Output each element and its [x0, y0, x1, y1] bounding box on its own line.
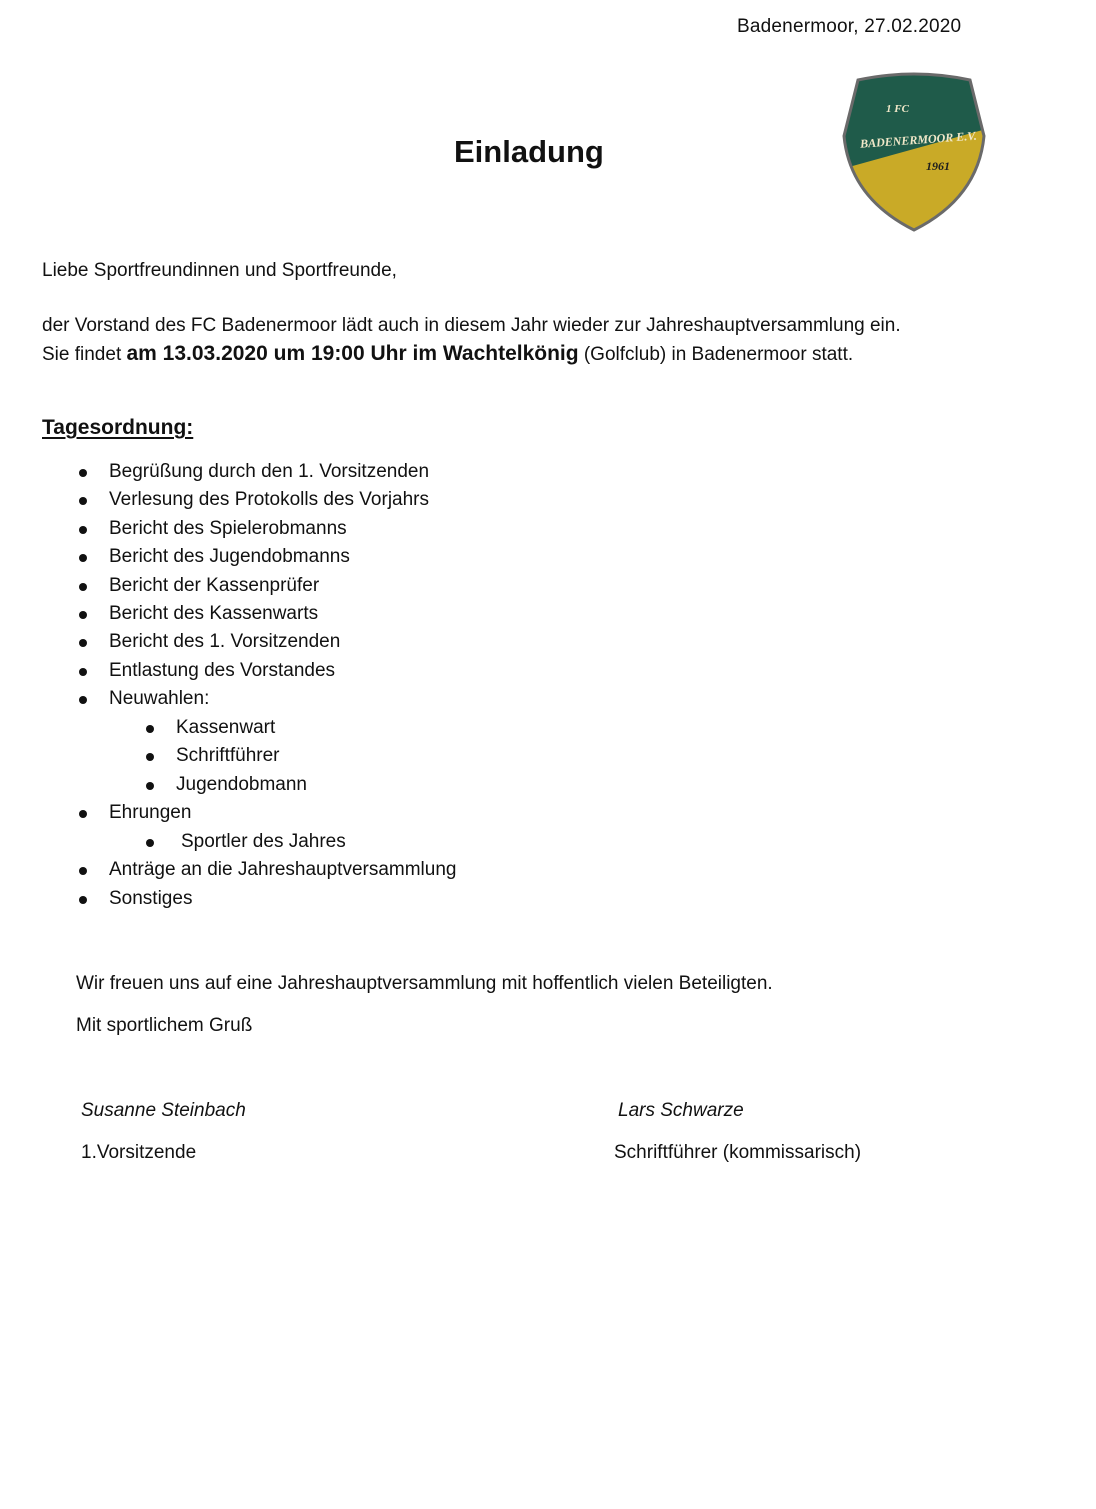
- agenda-item-label: Bericht des 1. Vorsitzenden: [109, 631, 341, 652]
- agenda-item: [109, 802, 191, 824]
- bullet-icon: [146, 753, 154, 761]
- agenda-item-label: Bericht des Jugendobmanns: [109, 546, 350, 567]
- bullet-icon: [79, 867, 87, 875]
- agenda-item-label: Ehrungen: [109, 802, 192, 823]
- bullet-icon: [146, 725, 154, 733]
- agenda-subitem: [181, 831, 346, 853]
- crest-text-3: 1961: [926, 159, 950, 173]
- intro-paragraph: der Vorstand des FC Badenermoor lädt auch in diesem Jahr wieder zur Jahreshauptversammlung ein.: [42, 315, 901, 336]
- date-line: Badenermoor, 27.02.2020: [737, 16, 962, 37]
- bullet-icon: [79, 668, 87, 676]
- agenda-item-label: Entlastung des Vorstandes: [109, 660, 336, 681]
- agenda-item: [109, 888, 192, 910]
- agenda-item-label: Sonstiges: [109, 888, 193, 909]
- agenda-item-label: Jugendobmann: [176, 774, 307, 795]
- bullet-icon: [79, 497, 87, 505]
- bullet-icon: [79, 611, 87, 619]
- agenda-item: [109, 660, 335, 682]
- agenda-item-label: Begrüßung durch den 1. Vorsitzenden: [109, 461, 430, 482]
- bullet-icon: [79, 469, 87, 477]
- crest-text-2: BADENERMOOR E.V.: [859, 128, 978, 151]
- meeting-details-prefix: Sie findet: [42, 344, 127, 365]
- agenda-item-label: Bericht des Kassenwarts: [109, 603, 319, 624]
- agenda-item-label: Neuwahlen:: [109, 688, 210, 709]
- agenda-item-label: Bericht der Kassenprüfer: [109, 575, 320, 596]
- agenda-item-label: Verlesung des Protokolls des Vorjahrs: [109, 489, 430, 510]
- club-crest-logo: [838, 70, 990, 236]
- agenda-item: [109, 631, 340, 653]
- meeting-details-suffix: (Golfclub) in Badenermoor statt.: [578, 344, 854, 365]
- meeting-details: [42, 342, 853, 366]
- bullet-icon: [79, 639, 87, 647]
- page-title: Einladung: [454, 134, 604, 169]
- bullet-icon: [79, 810, 87, 818]
- agenda-item: [109, 688, 209, 710]
- meeting-date-location: am 13.03.2020 um 19:00 Uhr im Wachtelkönig: [126, 342, 579, 365]
- signature-name: Susanne Steinbach: [81, 1100, 246, 1121]
- bullet-icon: [79, 554, 87, 562]
- signature-role: Schriftführer (kommissarisch): [614, 1142, 862, 1163]
- agenda-item: [109, 603, 318, 625]
- agenda-item-label: Bericht des Spielerobmanns: [109, 518, 347, 539]
- agenda-item: [109, 461, 429, 483]
- signature-name: Lars Schwarze: [618, 1100, 744, 1121]
- agenda-item: [109, 859, 456, 881]
- bullet-icon: [146, 839, 154, 847]
- bullet-icon: [146, 782, 154, 790]
- greeting: Liebe Sportfreundinnen und Sportfreunde,: [42, 260, 397, 281]
- agenda-item-label: Anträge an die Jahreshauptversammlung: [109, 859, 457, 880]
- signature-role: 1.Vorsitzende: [81, 1142, 197, 1163]
- agenda-item: [109, 518, 347, 540]
- bullet-icon: [79, 696, 87, 704]
- agenda-item-label: Schriftführer: [176, 745, 280, 766]
- closing-greeting: Mit sportlichem Gruß: [76, 1015, 253, 1036]
- agenda-item: [109, 575, 319, 597]
- bullet-icon: [79, 526, 87, 534]
- agenda-item: [109, 546, 350, 568]
- agenda-item-label: Sportler des Jahres: [181, 831, 346, 852]
- closing-sentence: Wir freuen uns auf eine Jahreshauptversammlung mit hoffentlich vielen Beteiligten.: [76, 973, 773, 994]
- agenda-subitem: [176, 717, 275, 739]
- bullet-icon: [79, 896, 87, 904]
- crest-text-1: 1 FC: [886, 103, 909, 115]
- agenda-subitem: [176, 745, 279, 767]
- agenda-item-label: Kassenwart: [176, 717, 276, 738]
- agenda-heading: Tagesordnung:: [42, 416, 194, 439]
- bullet-icon: [79, 583, 87, 591]
- agenda-item: [109, 489, 429, 511]
- agenda-subitem: [176, 774, 307, 796]
